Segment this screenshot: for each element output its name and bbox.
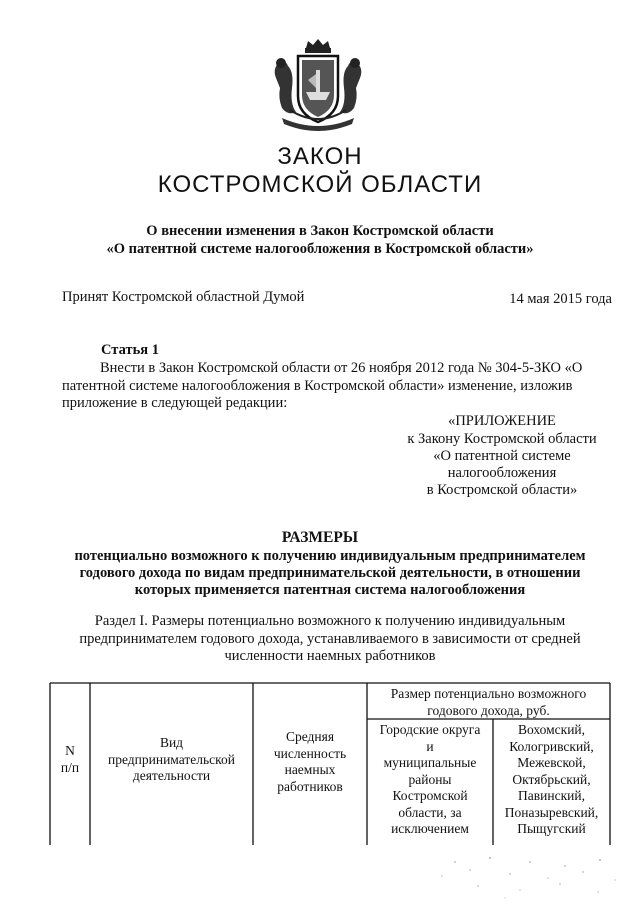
appendix-line1: «ПРИЛОЖЕНИЕ (448, 413, 556, 429)
col-income-line2: годового дохода, руб. (427, 702, 550, 718)
col-employees-line1: Средняя (285, 729, 335, 744)
col-num-line2: п/п (60, 759, 80, 775)
col-activity-header (90, 735, 253, 785)
appendix-line5: в Костромской области» (426, 482, 578, 498)
col-activity-line2: предпринимательской (107, 751, 236, 767)
col-income-line1: Размер потенциально возможного (390, 686, 587, 701)
sub-col-urban (367, 722, 493, 838)
article-heading: Статья 1 (101, 342, 159, 358)
section-heading (50, 613, 610, 666)
appendix-line3: «О патентной системе (433, 448, 571, 464)
razmery-subtitle-line1: потенциально возможного к получению индивидуальным предпринимателем (74, 548, 586, 564)
col-num-line1: N (65, 743, 75, 758)
col-employees-line3: наемных (284, 762, 336, 777)
law-title-line1: ЗАКОН (277, 143, 363, 170)
section-heading-line2: предпринимателем годового дохода, устанавливаемого в зависимости от средней (79, 630, 581, 647)
subtitle-line1: О внесении изменения в Закон Костромской области (146, 223, 494, 239)
sub-col-urban-line6: области, за (398, 804, 462, 820)
razmery-subtitle-line3: которых применяется патентная система налогообложения (134, 582, 526, 598)
sub-col-districts (493, 722, 610, 838)
sub-col-urban-line1: Городские округа (379, 722, 481, 737)
article-text-line3: приложение в следующей редакции: (62, 395, 288, 411)
sub-col-districts-line6: Поназыревский, (504, 804, 599, 820)
col-activity-line3: деятельности (132, 768, 211, 783)
subtitle-line2: «О патентной системе налогообложения в Костромской области» (106, 241, 534, 257)
sub-col-urban-line5: Костромской (392, 788, 468, 803)
col-employees-header (253, 729, 367, 795)
appendix-line2: к Закону Костромской области (407, 431, 597, 447)
col-income-header (367, 686, 610, 719)
sub-col-urban-line3: муниципальные (383, 755, 477, 770)
col-employees-line2: численность (273, 745, 347, 761)
sub-col-districts-line3: Межевской, (517, 755, 586, 770)
col-activity-line1: Вид (159, 735, 184, 750)
razmery-subtitle (50, 548, 610, 599)
col-num-header (50, 743, 90, 776)
article-text-line2: патентной системе налогообложения в Костромской области» изменение, изложив (62, 378, 573, 394)
razmery-title: РАЗМЕРЫ (281, 529, 359, 546)
sub-col-districts-line1: Вохомский, (517, 722, 586, 737)
section-heading-line1: Раздел I. Размеры потенциально возможного к получению индивидуальным (94, 613, 566, 629)
section-heading-line3: численности наемных работников (224, 648, 436, 664)
sub-col-districts-line7: Пыщугский (517, 821, 586, 836)
sub-col-urban-line4: районы (408, 771, 452, 787)
adoption-date: 14 мая 2015 года (509, 291, 612, 307)
col-employees-line4: работников (277, 778, 343, 794)
sub-col-districts-line5: Павинский, (518, 788, 585, 803)
article-text-line1-content: Внести в Закон Костромской области от 26 ноября 2012 года № 304-5-ЗКО «О (100, 360, 583, 376)
adopted-by: Принят Костромской областной Думой (62, 289, 305, 305)
sub-col-districts-line4: Октябрьский, (512, 771, 591, 787)
appendix-line4: налогообложения (447, 465, 557, 481)
sub-col-urban-line2: и (426, 738, 434, 754)
article-text-line1 (62, 360, 616, 378)
coat-of-arms-emblem (268, 38, 368, 136)
sub-col-districts-line2: Кологривский, (509, 738, 594, 754)
razmery-subtitle-line2: годового дохода по видам предпринимательской деятельности, в отношении (79, 565, 581, 581)
law-title-line2: КОСТРОМСКОЙ ОБЛАСТИ (157, 171, 483, 198)
sub-col-urban-line7: исключением (391, 821, 469, 836)
